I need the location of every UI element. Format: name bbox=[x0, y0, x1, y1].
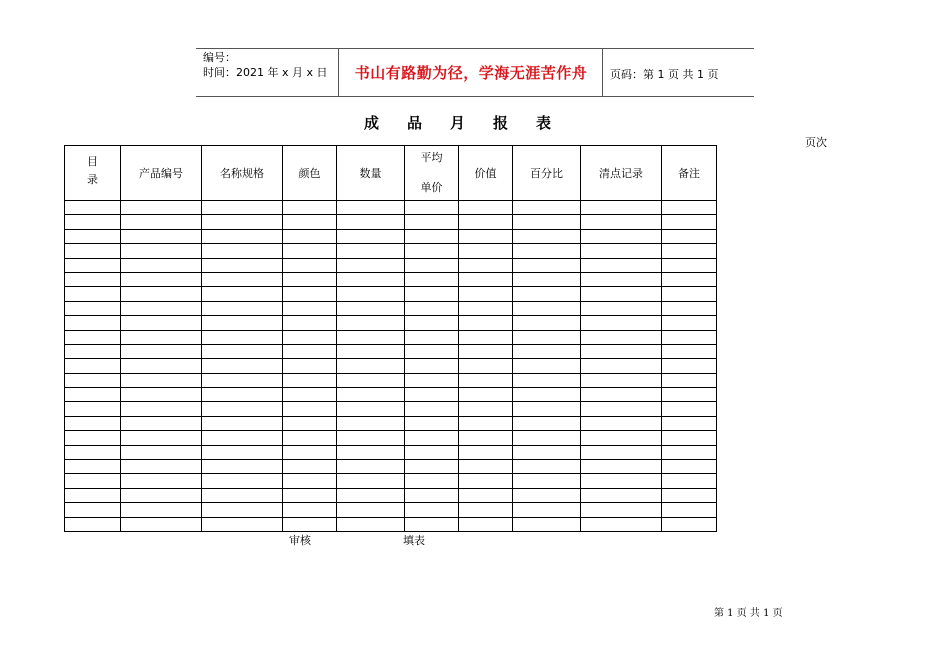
table-cell-note[interactable] bbox=[662, 445, 717, 459]
table-cell-qty[interactable] bbox=[337, 301, 405, 315]
table-cell-count[interactable] bbox=[581, 316, 662, 330]
table-cell-spec[interactable] bbox=[202, 431, 283, 445]
table-cell-value[interactable] bbox=[459, 431, 513, 445]
table-cell-pct[interactable] bbox=[513, 244, 581, 258]
table-cell-qty[interactable] bbox=[337, 460, 405, 474]
table-cell-note[interactable] bbox=[662, 215, 717, 229]
table-cell-color[interactable] bbox=[283, 445, 337, 459]
header-divider-right bbox=[602, 48, 603, 96]
table-cell-dir[interactable] bbox=[65, 201, 121, 215]
table-cell-code[interactable] bbox=[121, 431, 202, 445]
table-cell-count[interactable] bbox=[581, 416, 662, 430]
column-header-quantity: 数量 bbox=[337, 146, 405, 201]
table-cell-note[interactable] bbox=[662, 474, 717, 488]
table-cell-qty[interactable] bbox=[337, 416, 405, 430]
table-cell-dir[interactable] bbox=[65, 431, 121, 445]
page-footer: 第 1 页 共 1 页 bbox=[714, 608, 783, 619]
table-cell-spec[interactable] bbox=[202, 474, 283, 488]
table-row bbox=[65, 445, 717, 459]
table-cell-color[interactable] bbox=[283, 244, 337, 258]
table-cell-color[interactable] bbox=[283, 474, 337, 488]
table-cell-qty[interactable] bbox=[337, 316, 405, 330]
table-cell-avg[interactable] bbox=[405, 215, 459, 229]
table-cell-note[interactable] bbox=[662, 488, 717, 502]
table-cell-note[interactable] bbox=[662, 460, 717, 474]
table-cell-color[interactable] bbox=[283, 215, 337, 229]
table-cell-qty[interactable] bbox=[337, 344, 405, 358]
table-cell-dir[interactable] bbox=[65, 344, 121, 358]
table-cell-value[interactable] bbox=[459, 474, 513, 488]
table-cell-spec[interactable] bbox=[202, 488, 283, 502]
table-cell-pct[interactable] bbox=[513, 445, 581, 459]
table-row bbox=[65, 215, 717, 229]
table-cell-code[interactable] bbox=[121, 201, 202, 215]
table-row bbox=[65, 201, 717, 215]
table-cell-count[interactable] bbox=[581, 301, 662, 315]
table-cell-code[interactable] bbox=[121, 474, 202, 488]
table-cell-avg[interactable] bbox=[405, 517, 459, 531]
table-cell-value[interactable] bbox=[459, 388, 513, 402]
table-cell-pct[interactable] bbox=[513, 517, 581, 531]
table-cell-count[interactable] bbox=[581, 474, 662, 488]
table-cell-avg[interactable] bbox=[405, 287, 459, 301]
table-cell-count[interactable] bbox=[581, 344, 662, 358]
table-cell-spec[interactable] bbox=[202, 287, 283, 301]
table-cell-count[interactable] bbox=[581, 287, 662, 301]
table-cell-spec[interactable] bbox=[202, 517, 283, 531]
table-cell-count[interactable] bbox=[581, 229, 662, 243]
column-header-directory bbox=[65, 146, 121, 201]
table-cell-note[interactable] bbox=[662, 201, 717, 215]
column-header-average-unit-price bbox=[405, 146, 459, 201]
table-cell-qty[interactable] bbox=[337, 359, 405, 373]
table-cell-pct[interactable] bbox=[513, 316, 581, 330]
table-row bbox=[65, 359, 717, 373]
table-cell-note[interactable] bbox=[662, 359, 717, 373]
table-cell-avg[interactable] bbox=[405, 201, 459, 215]
table-cell-count[interactable] bbox=[581, 431, 662, 445]
table-cell-dir[interactable] bbox=[65, 301, 121, 315]
table-cell-dir[interactable] bbox=[65, 244, 121, 258]
table-row bbox=[65, 272, 717, 286]
table-cell-code[interactable] bbox=[121, 460, 202, 474]
table-cell-qty[interactable] bbox=[337, 388, 405, 402]
table-cell-value[interactable] bbox=[459, 416, 513, 430]
table-cell-spec[interactable] bbox=[202, 460, 283, 474]
table-row bbox=[65, 316, 717, 330]
table-cell-spec[interactable] bbox=[202, 373, 283, 387]
table-cell-value[interactable] bbox=[459, 316, 513, 330]
header-page-info: 页码：第 1 页 共 1 页 bbox=[610, 68, 719, 81]
table-cell-code[interactable] bbox=[121, 287, 202, 301]
table-row bbox=[65, 460, 717, 474]
table-cell-code[interactable] bbox=[121, 488, 202, 502]
table-cell-color[interactable] bbox=[283, 460, 337, 474]
table-cell-note[interactable] bbox=[662, 503, 717, 517]
table-row bbox=[65, 344, 717, 358]
table-cell-avg[interactable] bbox=[405, 460, 459, 474]
table-cell-pct[interactable] bbox=[513, 301, 581, 315]
table-cell-note[interactable] bbox=[662, 330, 717, 344]
column-header-product-code: 产品编号 bbox=[121, 146, 202, 201]
table-cell-note[interactable] bbox=[662, 272, 717, 286]
table-cell-note[interactable] bbox=[662, 316, 717, 330]
review-label: 审核 bbox=[289, 534, 311, 547]
table-cell-qty[interactable] bbox=[337, 517, 405, 531]
table-cell-count[interactable] bbox=[581, 373, 662, 387]
table-cell-spec[interactable] bbox=[202, 215, 283, 229]
table-cell-count[interactable] bbox=[581, 201, 662, 215]
table-cell-code[interactable] bbox=[121, 503, 202, 517]
table-cell-count[interactable] bbox=[581, 388, 662, 402]
table-cell-qty[interactable] bbox=[337, 258, 405, 272]
table-cell-pct[interactable] bbox=[513, 359, 581, 373]
table-row bbox=[65, 474, 717, 488]
table-cell-dir[interactable] bbox=[65, 316, 121, 330]
table-cell-pct[interactable] bbox=[513, 201, 581, 215]
table-row bbox=[65, 503, 717, 517]
table-cell-note[interactable] bbox=[662, 258, 717, 272]
table-cell-value[interactable] bbox=[459, 445, 513, 459]
table-cell-note[interactable] bbox=[662, 517, 717, 531]
table-cell-code[interactable] bbox=[121, 416, 202, 430]
table-cell-dir[interactable] bbox=[65, 388, 121, 402]
table-cell-pct[interactable] bbox=[513, 503, 581, 517]
table-cell-qty[interactable] bbox=[337, 201, 405, 215]
table-header-row bbox=[65, 146, 717, 201]
table-row bbox=[65, 229, 717, 243]
table-cell-code[interactable] bbox=[121, 258, 202, 272]
table-cell-pct[interactable] bbox=[513, 344, 581, 358]
table-cell-count[interactable] bbox=[581, 258, 662, 272]
table-cell-pct[interactable] bbox=[513, 330, 581, 344]
header-bottom-rule bbox=[196, 96, 754, 97]
table-cell-spec[interactable] bbox=[202, 344, 283, 358]
finished-goods-report-table bbox=[64, 145, 717, 532]
table-cell-value[interactable] bbox=[459, 301, 513, 315]
table-cell-count[interactable] bbox=[581, 215, 662, 229]
table-cell-avg[interactable] bbox=[405, 272, 459, 286]
table-cell-dir[interactable] bbox=[65, 330, 121, 344]
table-cell-pct[interactable] bbox=[513, 287, 581, 301]
number-label: 编号： bbox=[203, 51, 236, 64]
table-cell-color[interactable] bbox=[283, 316, 337, 330]
table-cell-dir[interactable] bbox=[65, 402, 121, 416]
time-label: 时间：2021 年 x 月 x 日 bbox=[203, 66, 328, 79]
table-cell-spec[interactable] bbox=[202, 416, 283, 430]
table-row bbox=[65, 287, 717, 301]
table-cell-spec[interactable] bbox=[202, 330, 283, 344]
column-header-color: 颜色 bbox=[283, 146, 337, 201]
table-cell-dir[interactable] bbox=[65, 287, 121, 301]
table-cell-qty[interactable] bbox=[337, 488, 405, 502]
table-row bbox=[65, 373, 717, 387]
table-cell-avg[interactable] bbox=[405, 416, 459, 430]
table-cell-qty[interactable] bbox=[337, 445, 405, 459]
table-cell-note[interactable] bbox=[662, 244, 717, 258]
table-cell-pct[interactable] bbox=[513, 272, 581, 286]
column-header-remarks: 备注 bbox=[662, 146, 717, 201]
table-cell-dir[interactable] bbox=[65, 460, 121, 474]
table-cell-code[interactable] bbox=[121, 301, 202, 315]
table-cell-avg[interactable] bbox=[405, 488, 459, 502]
avg-price-header-line-1: 平均 bbox=[420, 151, 443, 164]
table-cell-avg[interactable] bbox=[405, 344, 459, 358]
table-cell-color[interactable] bbox=[283, 258, 337, 272]
table-cell-color[interactable] bbox=[283, 272, 337, 286]
table-cell-value[interactable] bbox=[459, 517, 513, 531]
table-cell-color[interactable] bbox=[283, 402, 337, 416]
table-cell-pct[interactable] bbox=[513, 474, 581, 488]
table-cell-pct[interactable] bbox=[513, 373, 581, 387]
table-cell-qty[interactable] bbox=[337, 330, 405, 344]
table-row bbox=[65, 488, 717, 502]
table-cell-spec[interactable] bbox=[202, 244, 283, 258]
header-divider-left bbox=[338, 48, 339, 96]
table-cell-pct[interactable] bbox=[513, 258, 581, 272]
table-cell-note[interactable] bbox=[662, 402, 717, 416]
table-cell-count[interactable] bbox=[581, 244, 662, 258]
table-cell-color[interactable] bbox=[283, 359, 337, 373]
table-cell-count[interactable] bbox=[581, 359, 662, 373]
table-cell-spec[interactable] bbox=[202, 229, 283, 243]
table-cell-spec[interactable] bbox=[202, 359, 283, 373]
table-cell-value[interactable] bbox=[459, 488, 513, 502]
table-cell-dir[interactable] bbox=[65, 416, 121, 430]
table-cell-note[interactable] bbox=[662, 229, 717, 243]
table-cell-avg[interactable] bbox=[405, 388, 459, 402]
table-cell-note[interactable] bbox=[662, 431, 717, 445]
table-cell-pct[interactable] bbox=[513, 402, 581, 416]
table-row bbox=[65, 244, 717, 258]
table-cell-code[interactable] bbox=[121, 229, 202, 243]
table-cell-count[interactable] bbox=[581, 488, 662, 502]
table-cell-dir[interactable] bbox=[65, 474, 121, 488]
table-cell-value[interactable] bbox=[459, 258, 513, 272]
table-cell-note[interactable] bbox=[662, 373, 717, 387]
header-meta bbox=[203, 50, 328, 80]
table-cell-value[interactable] bbox=[459, 344, 513, 358]
table-row bbox=[65, 388, 717, 402]
table-cell-avg[interactable] bbox=[405, 301, 459, 315]
table-cell-qty[interactable] bbox=[337, 503, 405, 517]
table-row bbox=[65, 258, 717, 272]
table-cell-color[interactable] bbox=[283, 344, 337, 358]
table-cell-dir[interactable] bbox=[65, 359, 121, 373]
table-cell-avg[interactable] bbox=[405, 330, 459, 344]
table-cell-spec[interactable] bbox=[202, 316, 283, 330]
table-cell-color[interactable] bbox=[283, 287, 337, 301]
page-title: 成品月报表 bbox=[364, 114, 580, 132]
table-cell-code[interactable] bbox=[121, 272, 202, 286]
table-cell-qty[interactable] bbox=[337, 402, 405, 416]
table-cell-avg[interactable] bbox=[405, 373, 459, 387]
table-cell-value[interactable] bbox=[459, 402, 513, 416]
table-cell-avg[interactable] bbox=[405, 359, 459, 373]
table-cell-spec[interactable] bbox=[202, 258, 283, 272]
table-cell-avg[interactable] bbox=[405, 316, 459, 330]
table-row bbox=[65, 416, 717, 430]
table-cell-code[interactable] bbox=[121, 517, 202, 531]
table-cell-count[interactable] bbox=[581, 330, 662, 344]
table-cell-spec[interactable] bbox=[202, 272, 283, 286]
table-cell-qty[interactable] bbox=[337, 474, 405, 488]
table-cell-qty[interactable] bbox=[337, 244, 405, 258]
column-header-count-record: 清点记录 bbox=[581, 146, 662, 201]
table-cell-qty[interactable] bbox=[337, 373, 405, 387]
table-cell-code[interactable] bbox=[121, 330, 202, 344]
directory-header-line-1: 目 bbox=[87, 155, 98, 168]
fill-label: 填表 bbox=[403, 534, 425, 547]
table-cell-count[interactable] bbox=[581, 460, 662, 474]
table-cell-color[interactable] bbox=[283, 416, 337, 430]
table-cell-value[interactable] bbox=[459, 287, 513, 301]
table-cell-color[interactable] bbox=[283, 431, 337, 445]
table-cell-code[interactable] bbox=[121, 316, 202, 330]
table-cell-value[interactable] bbox=[459, 244, 513, 258]
table-cell-code[interactable] bbox=[121, 445, 202, 459]
table-cell-note[interactable] bbox=[662, 416, 717, 430]
table-cell-count[interactable] bbox=[581, 272, 662, 286]
table-cell-code[interactable] bbox=[121, 402, 202, 416]
table-cell-code[interactable] bbox=[121, 344, 202, 358]
table-row bbox=[65, 431, 717, 445]
table-cell-avg[interactable] bbox=[405, 474, 459, 488]
table-cell-color[interactable] bbox=[283, 488, 337, 502]
table-cell-dir[interactable] bbox=[65, 258, 121, 272]
table-cell-color[interactable] bbox=[283, 229, 337, 243]
table-cell-pct[interactable] bbox=[513, 388, 581, 402]
table-cell-value[interactable] bbox=[459, 359, 513, 373]
table-cell-count[interactable] bbox=[581, 503, 662, 517]
directory-header-line-2: 录 bbox=[87, 173, 98, 186]
table-cell-pct[interactable] bbox=[513, 460, 581, 474]
table-cell-spec[interactable] bbox=[202, 301, 283, 315]
table-cell-code[interactable] bbox=[121, 244, 202, 258]
column-header-percentage: 百分比 bbox=[513, 146, 581, 201]
column-header-value: 价值 bbox=[459, 146, 513, 201]
table-cell-avg[interactable] bbox=[405, 258, 459, 272]
table-cell-dir[interactable] bbox=[65, 445, 121, 459]
table-cell-avg[interactable] bbox=[405, 244, 459, 258]
table-cell-dir[interactable] bbox=[65, 373, 121, 387]
table-cell-spec[interactable] bbox=[202, 402, 283, 416]
table-cell-note[interactable] bbox=[662, 301, 717, 315]
table-cell-pct[interactable] bbox=[513, 229, 581, 243]
table-cell-spec[interactable] bbox=[202, 388, 283, 402]
table-cell-color[interactable] bbox=[283, 388, 337, 402]
table-cell-qty[interactable] bbox=[337, 431, 405, 445]
table-cell-count[interactable] bbox=[581, 445, 662, 459]
table-cell-value[interactable] bbox=[459, 460, 513, 474]
table-cell-code[interactable] bbox=[121, 215, 202, 229]
table-cell-spec[interactable] bbox=[202, 503, 283, 517]
table-cell-dir[interactable] bbox=[65, 488, 121, 502]
table-cell-pct[interactable] bbox=[513, 416, 581, 430]
table-cell-value[interactable] bbox=[459, 229, 513, 243]
table-cell-pct[interactable] bbox=[513, 431, 581, 445]
table-cell-qty[interactable] bbox=[337, 215, 405, 229]
table-cell-qty[interactable] bbox=[337, 272, 405, 286]
table-cell-color[interactable] bbox=[283, 301, 337, 315]
table-cell-value[interactable] bbox=[459, 272, 513, 286]
table-row bbox=[65, 330, 717, 344]
page-sequence-label: 页次 bbox=[805, 136, 827, 149]
table-row bbox=[65, 517, 717, 531]
header-motto: 书山有路勤为径，学海无涯苦作舟 bbox=[354, 63, 588, 82]
table-cell-dir[interactable] bbox=[65, 272, 121, 286]
table-row bbox=[65, 301, 717, 315]
table-cell-value[interactable] bbox=[459, 373, 513, 387]
table-cell-code[interactable] bbox=[121, 359, 202, 373]
table-cell-color[interactable] bbox=[283, 201, 337, 215]
table-cell-color[interactable] bbox=[283, 503, 337, 517]
table-cell-qty[interactable] bbox=[337, 229, 405, 243]
table-cell-avg[interactable] bbox=[405, 445, 459, 459]
table-cell-avg[interactable] bbox=[405, 229, 459, 243]
avg-price-header-line-2: 单价 bbox=[420, 181, 443, 194]
table-cell-pct[interactable] bbox=[513, 215, 581, 229]
table-cell-value[interactable] bbox=[459, 503, 513, 517]
table-cell-dir[interactable] bbox=[65, 517, 121, 531]
table-cell-avg[interactable] bbox=[405, 402, 459, 416]
table-cell-color[interactable] bbox=[283, 373, 337, 387]
table-cell-spec[interactable] bbox=[202, 201, 283, 215]
table-cell-color[interactable] bbox=[283, 517, 337, 531]
table-cell-pct[interactable] bbox=[513, 488, 581, 502]
table-cell-note[interactable] bbox=[662, 287, 717, 301]
table-cell-qty[interactable] bbox=[337, 287, 405, 301]
table-cell-value[interactable] bbox=[459, 201, 513, 215]
table-row bbox=[65, 402, 717, 416]
table-cell-dir[interactable] bbox=[65, 503, 121, 517]
table-cell-dir[interactable] bbox=[65, 215, 121, 229]
table-cell-avg[interactable] bbox=[405, 503, 459, 517]
table-cell-count[interactable] bbox=[581, 517, 662, 531]
table-cell-spec[interactable] bbox=[202, 445, 283, 459]
table-cell-note[interactable] bbox=[662, 344, 717, 358]
table-cell-code[interactable] bbox=[121, 373, 202, 387]
table-cell-note[interactable] bbox=[662, 388, 717, 402]
column-header-name-spec: 名称规格 bbox=[202, 146, 283, 201]
table-cell-count[interactable] bbox=[581, 402, 662, 416]
table-cell-value[interactable] bbox=[459, 330, 513, 344]
table-cell-color[interactable] bbox=[283, 330, 337, 344]
table-cell-avg[interactable] bbox=[405, 431, 459, 445]
table-cell-value[interactable] bbox=[459, 215, 513, 229]
table-cell-dir[interactable] bbox=[65, 229, 121, 243]
table-cell-code[interactable] bbox=[121, 388, 202, 402]
